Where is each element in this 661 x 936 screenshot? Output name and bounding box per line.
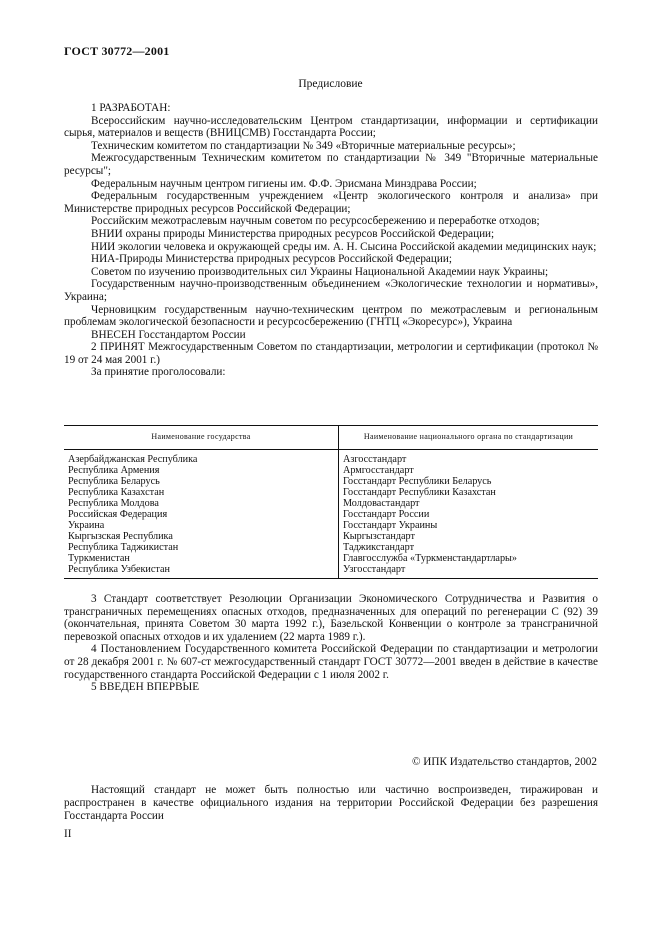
para-developer: НИИ экологии человека и окружающей среды им. А. Н. Сысина Российской академии медицинских наук; xyxy=(91,240,597,253)
table-row xyxy=(64,487,598,498)
table-row xyxy=(64,542,598,553)
notice-text: Настоящий стандарт не может быть полностью или частично воспроизведен, тиражирован и распространен в качестве официального издания на территории Российской Федерации без разрешения Госстандарта России xyxy=(64,784,598,822)
state-cell: Азербайджанская Республика xyxy=(64,450,339,466)
para-developer: Федеральным государственным учреждением «Центр экологического контроля и анализа» при Министерстве природных ресурсов Российской Федерации; xyxy=(64,190,598,215)
para-developer: Всероссийским научно-исследовательским Центром стандартизации, информации и сертификации сырья, материалов и веществ (ВНИЦСМВ) Госстандарта России; xyxy=(64,114,598,140)
para-developer: Государственным научно-производственным объединением «Экологические технологии и нормативы», Украина; xyxy=(64,278,598,303)
state-cell: Республика Таджикистан xyxy=(64,542,339,553)
page-number: II xyxy=(64,828,72,840)
state-cell: Республика Беларусь xyxy=(64,476,339,487)
body-cell: Армгосстандарт xyxy=(343,465,414,476)
section-developers xyxy=(64,102,598,379)
table-row xyxy=(64,465,598,476)
table-row xyxy=(64,476,598,487)
para-developer: Черновицким государственным научно-техническим центром по межотраслевым и региональным проблемам экологической безопасности и ресурсосбережению (ГНТЦ «Экоресурс»), Украина xyxy=(64,303,598,329)
para-first-introduced: 5 ВВЕДЕН ВПЕРВЫЕ xyxy=(91,681,200,694)
body-cell: Азгосстандарт xyxy=(343,454,407,465)
col-header-state: Наименование государства xyxy=(64,426,339,450)
para-developer: Федеральным научным центром гигиены им. Ф.Ф. Эрисмана Минздрава России; xyxy=(91,177,477,190)
body-cell: Кыргызстандарт xyxy=(343,531,415,542)
state-cell: Республика Узбекистан xyxy=(64,564,339,579)
para-developer: Советом по изучению производительных сил Украины Национальной Академии наук Украины; xyxy=(91,265,549,278)
para-developer: Межгосударственным Техническим комитетом по стандартизации № 349 "Вторичные материальные ресурсы"; xyxy=(64,152,598,177)
state-cell: Кыргызская Республика xyxy=(64,531,339,542)
body-cell: Госстандарт Республики Беларусь xyxy=(343,476,492,487)
body-cell: Молдовастандарт xyxy=(343,498,420,509)
table-row xyxy=(64,553,598,564)
section-status xyxy=(64,593,598,694)
col-header-body: Наименование национального органа по стандартизации xyxy=(339,426,599,450)
body-cell: Главгосслужба «Туркменстандартлары» xyxy=(343,553,517,564)
para-introduced: ВНЕСЕН Госстандартом России xyxy=(91,328,246,341)
body-cell: Таджикстандарт xyxy=(343,542,415,553)
state-cell: Республика Молдова xyxy=(64,498,339,509)
table-row xyxy=(64,520,598,531)
reproduction-notice xyxy=(64,784,598,822)
table-row xyxy=(64,531,598,542)
para-enactment: 4 Постановлением Государственного комитета Российской Федерации по стандартизации и метрологии от 28 декабря 2001 г. № 607-ст межгосударственный стандарт ГОСТ 30772—2001 введен в действие в качестве государственного стандарта Российской Федерации с 1 июля 2002 г. xyxy=(64,643,598,681)
body-cell: Госстандарт Украины xyxy=(343,520,438,531)
document-header: ГОСТ 30772—2001 xyxy=(64,44,170,58)
section-title: Предисловие xyxy=(298,78,363,90)
para-developed-heading: 1 РАЗРАБОТАН: xyxy=(91,102,171,114)
body-cell: Узгосстандарт xyxy=(339,564,599,579)
voting-states-table xyxy=(64,425,598,579)
body-cell: Госстандарт Республики Казахстан xyxy=(343,487,496,498)
state-cell: Украина xyxy=(64,520,339,531)
para-developer: НИА-Природы Министерства природных ресурсов Российской Федерации; xyxy=(91,253,452,266)
table-row xyxy=(64,564,598,579)
body-cell: Госстандарт России xyxy=(343,509,430,520)
table-header-row xyxy=(64,426,598,450)
para-developer: Российским межотраслевым научным советом по ресурсосбережению и переработке отходов; xyxy=(91,215,540,228)
para-developer: ВНИИ охраны природы Министерства природных ресурсов Российской Федерации; xyxy=(91,227,495,240)
para-conformity: 3 Стандарт соответствует Резолюции Организации Экономического Сотрудничества и Развития о трансграничных перемещениях опасных отходов, предназначенных для операций по регенерации С (92) 39 (окончательная, принята Советом 30 марта 1992 г.), Базельской Конвенции о контроле за трансграничной перевозкой опасных отходов и их удалением (22 марта 1989 г.). xyxy=(64,593,598,643)
copyright-line: © ИПК Издательство стандартов, 2002 xyxy=(411,756,597,768)
table-row xyxy=(64,509,598,520)
state-cell: Российская Федерация xyxy=(64,509,339,520)
table-row xyxy=(64,450,598,466)
state-cell: Туркменистан xyxy=(64,553,339,564)
para-developer: Техническим комитетом по стандартизации № 349 «Вторичные материальные ресурсы»; xyxy=(91,139,516,152)
table-row xyxy=(64,498,598,509)
para-voted: За принятие проголосовали: xyxy=(91,366,226,379)
state-cell: Республика Казахстан xyxy=(64,487,339,498)
state-cell: Республика Армения xyxy=(64,465,339,476)
para-adopted: 2 ПРИНЯТ Межгосударственным Советом по стандартизации, метрологии и сертификации (протокол № 19 от 24 мая 2001 г.) xyxy=(64,341,598,366)
